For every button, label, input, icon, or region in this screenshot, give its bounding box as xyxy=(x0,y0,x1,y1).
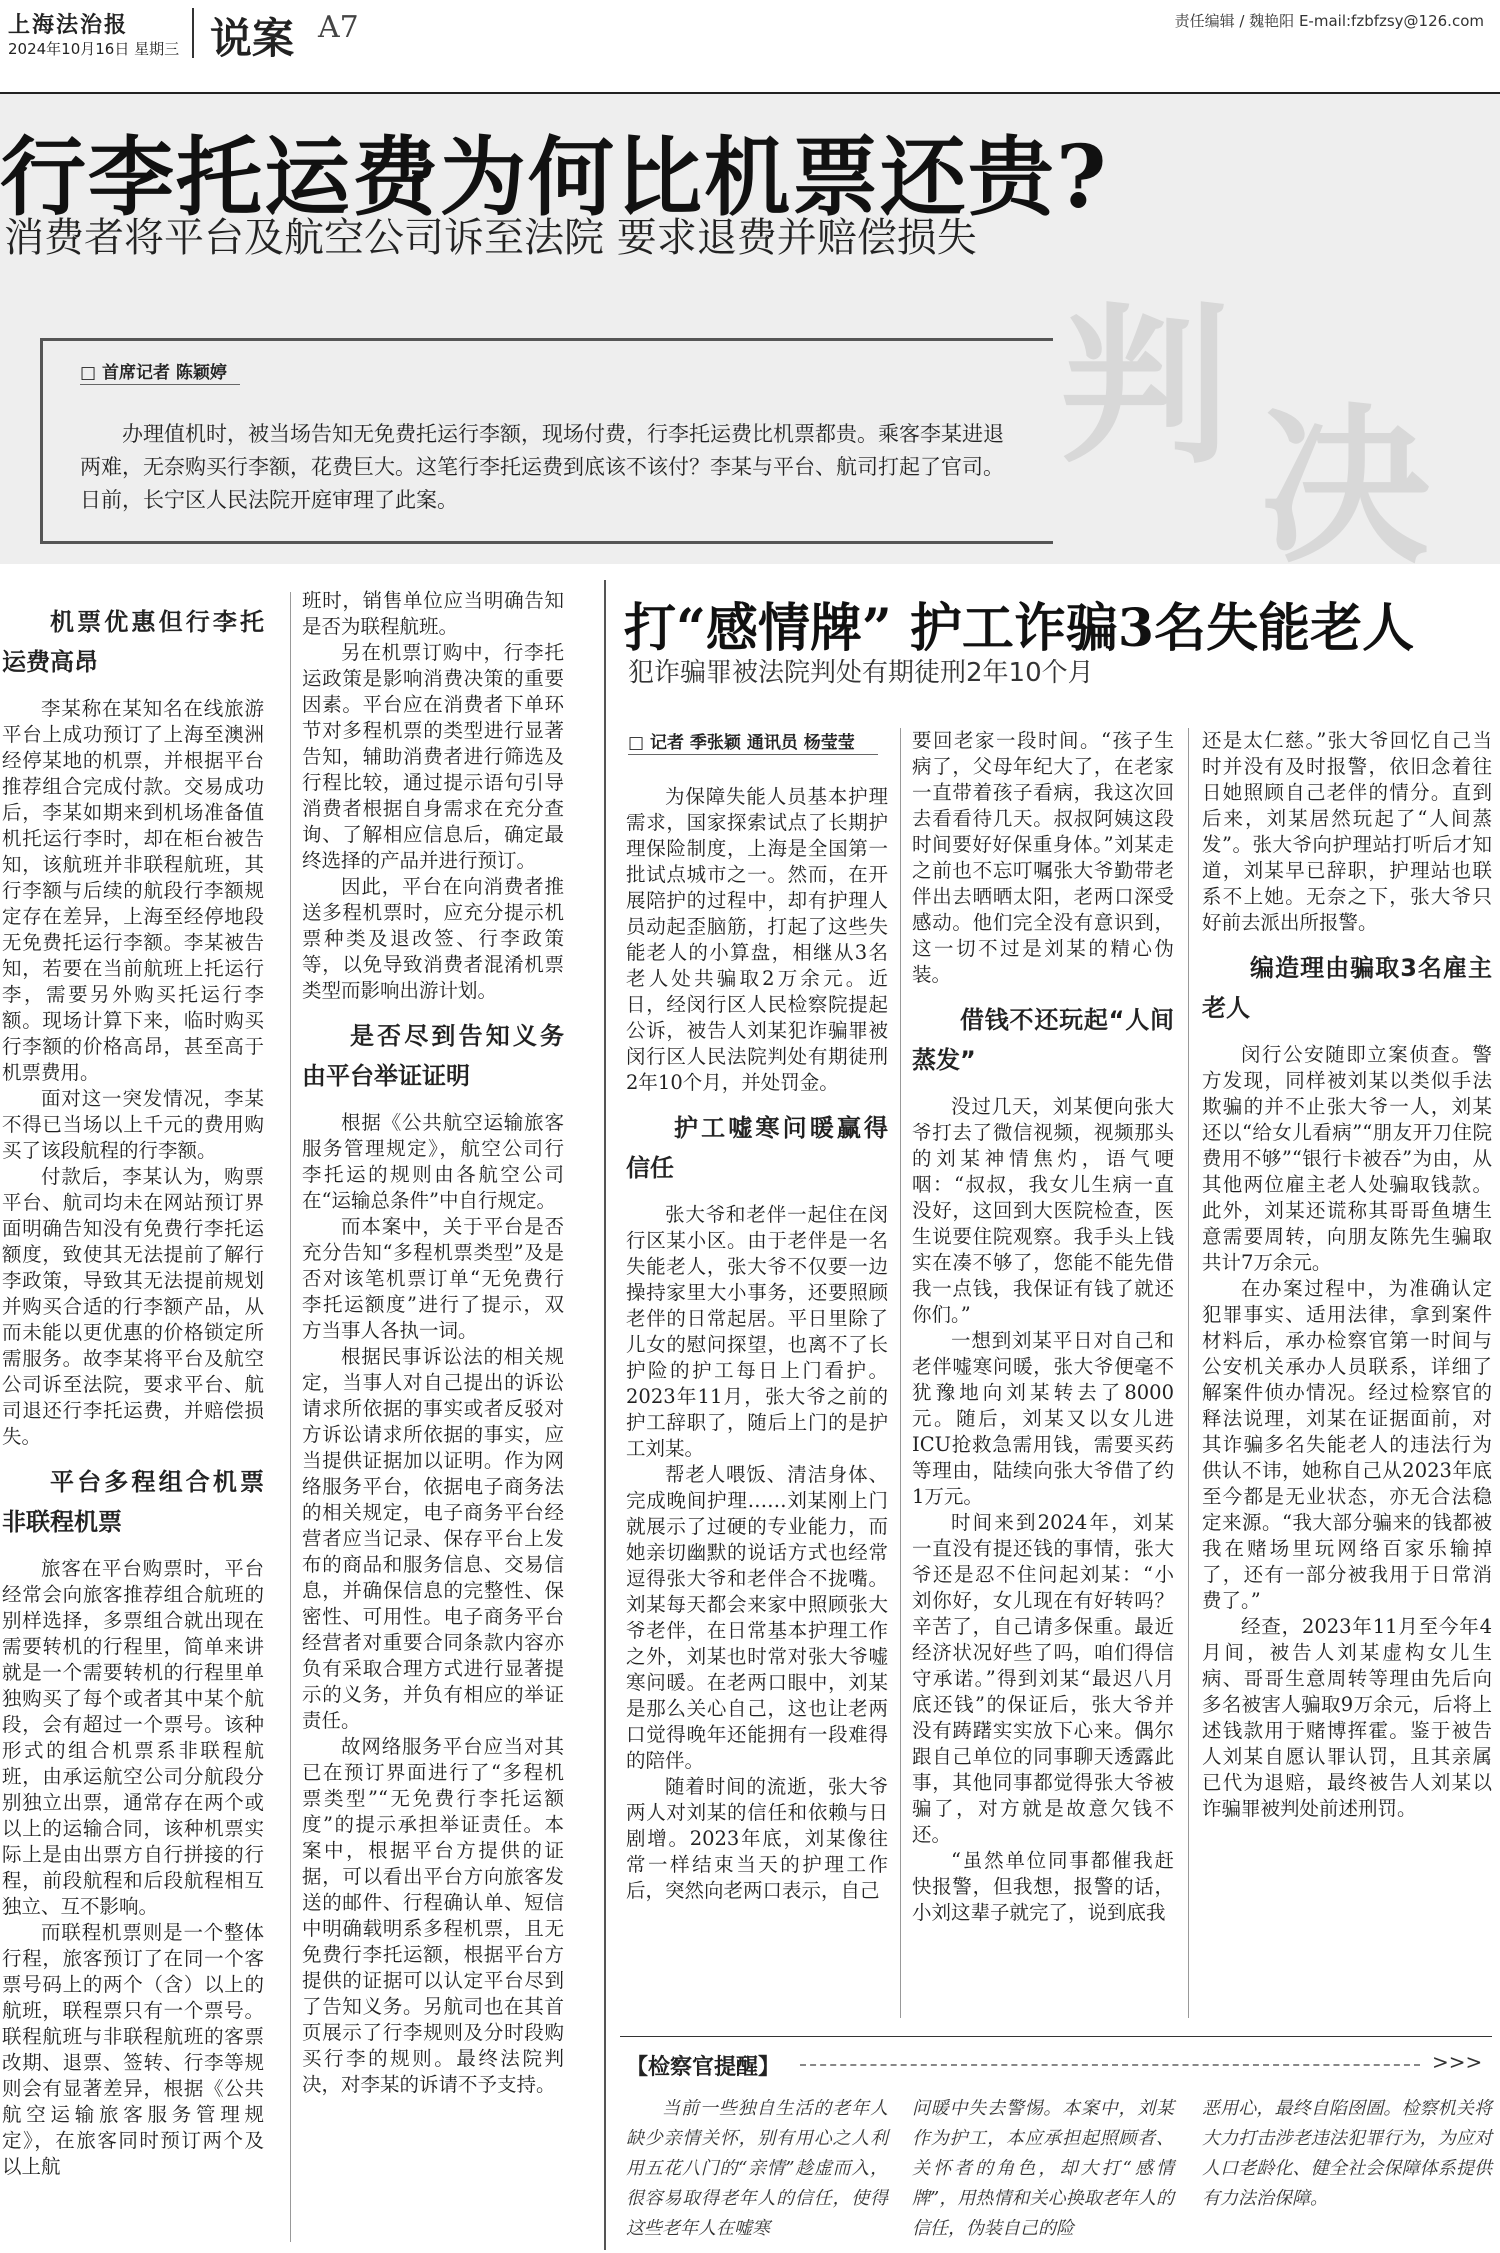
paragraph: 一想到刘某平日对自己和老伴嘘寒问暖，张大爷便毫不犹豫地向刘某转去了8000元。随后，刘某又以女儿进ICU抢救急需用钱，需要买药等理由，陆续向张大爷借了约1万元。 xyxy=(912,1329,1174,1508)
paragraph: 帮老人喂饭、清洁身体、完成晚间护理……刘某刚上门就展示了过硬的专业能力，而她亲切幽默的说话方式也经常逗得张大爷和老伴合不拢嘴。刘某每天都会来家中照顾张大爷老伴，在日常基本护理工作之外，刘某也时常对张大爷嘘寒问暖。在老两口眼中，刘某是那么关心自己，这也让老两口觉得晚年还能拥有一段难得的陪伴。 xyxy=(626,1463,888,1772)
paragraph: 因此，平台在向消费者推送多程机票时，应充分提示机票种类及退改签、行李政策等，以免导致消费者混淆机票类型而影响出游计划。 xyxy=(302,875,564,1002)
paragraph: 旅客在平台购票时，平台经常会向旅客推荐组合航班的别样选择，多票组合就出现在需要转机的行程里，简单来讲就是一个需要转机的行程里单独购买了每个或者其中某个航段，会有超过一个票号。该种形式的组合机票系非联程航班，由承运航空公司分航段分别独立出票，通常存在两个或以上的运输合同，该种机票实际上是由出票方自行拼接的行程，前段航程和后段航程相互独立、互不影响。 xyxy=(2,1557,264,1918)
story1-column-2 xyxy=(302,588,564,2098)
reminder-text-1: 当前一些独自生活的老年人缺少亲情关怀，别有用心之人利用五花八门的“亲情”趁虚而入，很容易取得老年人的信任，使得这些老年人在嘘寒 xyxy=(626,2098,888,2239)
column-divider xyxy=(290,592,291,2242)
story1-lede: 办理值机时，被当场告知无免费托运行李额，现场付费，行李托运费比机票都贵。乘客李某进退两难，无奈购买行李额，花费巨大。这笔行李托运费到底该不该付？李某与平台、航司打起了官司。日前，长宁区人民法院开庭审理了此案。 xyxy=(80,422,1004,512)
paragraph: 在办案过程中，为准确认定犯罪事实、适用法律，拿到案件材料后，承办检察官第一时间与公安机关承办人员联系，详细了解案件侦办情况。经过检察官的释法说理，刘某在证据面前，对其诈骗多名失能老人的违法行为供认不讳，她称自己从2023年底至今都是无业状态，亦无合法稳定来源。“我大部分骗来的钱都被我在赌场里玩网络百家乐输掉了，还有一部分被我用于日常消费了。” xyxy=(1202,1277,1492,1612)
paragraph: 没过几天，刘某便向张大爷打去了微信视频，视频那头的刘某神情焦灼，语气哽咽：“叔叔，我女儿生病一直没好，这回到大医院检查，医生说要住院观察。我手头上钱实在凑不够了，您能不能先借我一点钱，我保证有钱了就还你们。” xyxy=(912,1095,1174,1326)
paragraph: 李某称在某知名在线旅游平台上成功预订了上海至澳洲经停某地的机票，并根据平台推荐组合完成付款。交易成功后，李某如期来到机场准备值机托运行李时，却在柜台被告知，该航班并非联程航班，其行李额与后续的航段行李额规定存在差异，上海至经停地段无免费托运行李额。李某被告知，若要在当前航班上托运行李，需要另外购买托运行李额。现场计算下来，临时购买行李额的价格高昂，甚至高于机票费用。 xyxy=(2,697,264,1084)
paragraph: 随着时间的流逝，张大爷两人对刘某的信任和依赖与日剧增。2023年底，刘某像往常一样结束当天的护理工作后，突然向老两口表示，自己 xyxy=(626,1775,888,1902)
reminder-text-2: 问暖中失去警惕。本案中，刘某作为护工，本应承担起照顾者、关怀者的角色，却大打“感情牌”，用热情和关心换取老年人的信任，伪装自己的险 xyxy=(912,2098,1174,2239)
story-divider xyxy=(604,580,606,2250)
column-divider xyxy=(900,728,901,2018)
paragraph: 而本案中，关于平台是否充分告知“多程机票类型”及是否对该笔机票订单“无免费行李托运额度”进行了提示，双方当事人各执一词。 xyxy=(302,1215,564,1342)
story1-subhead: 消费者将平台及航空公司诉至法院 要求退费并赔偿损失 xyxy=(4,215,977,261)
story2-subhead: 犯诈骗罪被法院判处有期徒刑2年10个月 xyxy=(628,658,1094,688)
paragraph: 根据民事诉讼法的相关规定，当事人对自己提出的诉讼请求所依据的事实或者反驳对方诉讼请求所依据的事实，应当提供证据加以证明。作为网络服务平台，依据电子商务法的相关规定，电子商务平台经营者应当记录、保存平台上发布的商品和服务信息、交易信息，并确保信息的完整性、保密性、可用性。电子商务平台经营者对重要合同条款内容亦负有采取合理方式进行显著提示的义务，并负有相应的举证责任。 xyxy=(302,1345,564,1732)
story2-byline: □ 记者 季张颖 通讯员 杨莹莹 xyxy=(628,733,855,753)
story2-column-2 xyxy=(912,728,1174,1926)
reminder-arrow: >>> xyxy=(1432,2050,1483,2074)
paragraph: 面对这一突发情况，李某不得已当场以上千元的费用购买了该段航程的行李额。 xyxy=(2,1087,264,1162)
paragraph: 要回老家一段时间。“孩子生病了，父母年纪大了，在老家一直带着孩子看病，我这次回去看看待几天。叔叔阿姨这段时间要好好保重身体。”刘某走之前也不忘叮嘱张大爷勤带老伴出去晒晒太阳，老两口深受感动。他们完全没有意识到，这一切不过是刘某的精心伪装。 xyxy=(912,729,1174,986)
issue-date: 2024年10月16日 星期三 xyxy=(8,40,180,58)
paragraph: 经查，2023年11月至今年4月间，被告人刘某虚构女儿生病、哥哥生意周转等理由先后向多名被害人骗取9万余元，后将上述钱款用于赌博挥霍。鉴于被告人刘某自愿认罪认罚，且其亲属已代为退赔，最终被告人刘某以诈骗罪被判处前述刑罚。 xyxy=(1202,1615,1492,1820)
paragraph: 为保障失能人员基本护理需求，国家探索试点了长期护理保险制度，上海是全国第一批试点城市之一。然而，在开展陪护的过程中，却有护理人员动起歪脑筋，打起了这些失能老人的小算盘，相继从3名老人处共骗取2万余元。近日，经闵行区人民检察院提起公诉，被告人刘某犯诈骗罪被闵行区人民法院判处有期徒刑2年10个月，并处罚金。 xyxy=(626,785,888,1094)
reminder-rule xyxy=(620,2036,1492,2037)
decor-char-pan: 判 xyxy=(1060,287,1231,487)
story2-column-3 xyxy=(1202,728,1492,1822)
paragraph: 班时，销售单位应当明确告知是否为联程航班。 xyxy=(302,589,564,638)
paragraph: 根据《公共航空运输旅客服务管理规定》，航空公司行李托运的规则由各航空公司在“运输总条件”中自行规定。 xyxy=(302,1111,564,1212)
subheading: 机票优惠但行李托运费高昂 xyxy=(2,608,264,676)
newspaper-logo: 上海法治报 xyxy=(8,12,129,38)
story2-column-1 xyxy=(626,784,888,1904)
masthead-divider xyxy=(192,8,194,58)
story2-headline: 打“感情牌” 护工诈骗3名失能老人 xyxy=(624,598,1415,659)
story1-byline: □ 首席记者 陈颖婷 xyxy=(80,363,227,383)
story1-headline: 行李托运费为何比机票还贵? xyxy=(0,127,1109,228)
paragraph: 闵行公安随即立案侦查。警方发现，同样被刘某以类似手法欺骗的并不止张大爷一人，刘某还以“给女儿看病”“朋友开刀住院费用不够”“银行卡被吞”为由，从其他两位雇主老人处骗取钱款。此外，刘某还谎称其哥哥鱼塘生意需要周转，向朋友陈先生骗取共计7万余元。 xyxy=(1202,1043,1492,1274)
paragraph: 故网络服务平台应当对其已在预订界面进行了“多程机票类型”“无免费行李托运额度”的提示承担举证责任。本案中，根据平台方提供的证据，可以看出平台方向旅客发送的邮件、行程确认单、短信中明确载明系多程机票，且无免费行李托运额，根据平台方提供的证据可以认定平台尽到了告知义务。另航司也在其首页展示了行李规则及分时段购买行李的规则。最终法院判决，对李某的诉请不予支持。 xyxy=(302,1735,564,2096)
story1-column-1 xyxy=(2,602,264,2180)
column-divider xyxy=(1188,728,1189,2018)
editor-credit: 责任编辑 / 魏艳阳 E-mail:fzbfzsy@126.com xyxy=(1174,12,1484,30)
paragraph: 还是太仁慈。”张大爷回忆自己当时并没有及时报警，依旧念着往日她照顾自己老伴的情分。直到后来，刘某居然玩起了“人间蒸发”。张大爷向护理站打听后才知道，刘某早已辞职，护理站也联系不上她。无奈之下，张大爷只好前去派出所报警。 xyxy=(1202,729,1492,934)
byline-underline xyxy=(80,384,240,385)
reminder-text-3: 恶用心，最终自陷囹圄。检察机关将大力打击涉老违法犯罪行为，为应对人口老龄化、健全社会保障体系提供有力法治保障。 xyxy=(1202,2098,1492,2209)
subheading: 平台多程组合机票非联程机票 xyxy=(2,1468,264,1536)
decor-char-jue: 决 xyxy=(1260,387,1431,587)
section-name: 说案 xyxy=(210,14,295,63)
byline-underline xyxy=(628,754,878,755)
subheading: 护工嘘寒问暖赢得信任 xyxy=(626,1114,888,1182)
paragraph: 而联程机票则是一个整体行程，旅客预订了在同一个客票号码上的两个（含）以上的航班，联程票只有一个票号。联程航班与非联程航班的客票改期、退票、签转、行李等规则会有显著差异，根据《公共航空运输旅客服务管理规定》，在旅客同时预订两个及以上航 xyxy=(2,1921,264,2178)
reminder-dash xyxy=(800,2064,1420,2066)
paragraph: 另在机票订购中，行李托运政策是影响消费决策的重要因素。平台应在消费者下单环节对多程机票的类型进行显著告知，辅助消费者进行筛选及行程比较，通过提示语句引导消费者根据自身需求在充分查询、了解相应信息后，确定最终选择的产品并进行预订。 xyxy=(302,641,564,872)
paragraph: 张大爷和老伴一起住在闵行区某小区。由于老伴是一名失能老人，张大爷不仅要一边操持家里大小事务，还要照顾老伴的日常起居。平日里除了儿女的慰问探望，也离不了长护险的护工每日上门看护。2023年11月，张大爷之前的护工辞职了，随后上门的是护工刘某。 xyxy=(626,1203,888,1460)
subheading: 是否尽到告知义务由平台举证证明 xyxy=(302,1022,564,1090)
subheading: 编造理由骗取3名雇主老人 xyxy=(1202,954,1492,1022)
paragraph: 付款后，李某认为，购票平台、航司均未在网站预订界面明确告知没有免费行李托运额度，致使其无法提前了解行李政策，导致其无法提前规划并购买合适的行李额产品，从而未能以更优惠的价格锁定所需服务。故李某将平台及航空公司诉至法院，要求平台、航司退还行李托运费，并赔偿损失。 xyxy=(2,1165,264,1448)
subheading: 借钱不还玩起“人间蒸发” xyxy=(912,1006,1174,1074)
page-number: A7 xyxy=(318,10,359,45)
paragraph: 时间来到2024年，刘某一直没有提还钱的事情，张大爷还是忍不住问起刘某：“小刘你好，女儿现在有好转吗？辛苦了，自己请多保重。最近经济状况好些了吗，咱们得信守承诺。”得到刘某“最迟八月底还钱”的保证后，张大爷并没有踌躇实实放下心来。偶尔跟自己单位的同事聊天透露此事，其他同事都觉得张大爷被骗了，对方就是故意欠钱不还。 xyxy=(912,1511,1174,1846)
paragraph: “虽然单位同事都催我赶快报警，但我想，报警的话，小刘这辈子就完了，说到底我 xyxy=(912,1849,1174,1924)
reminder-title: 【检察官提醒】 xyxy=(626,2055,781,2080)
